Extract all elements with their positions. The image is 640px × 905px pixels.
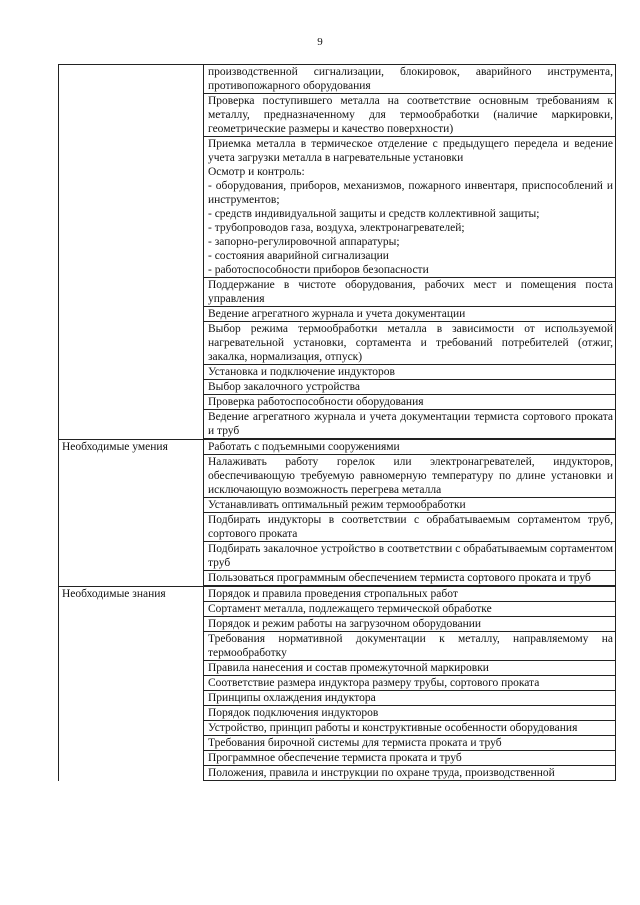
table-cell — [204, 617, 616, 632]
requirements-table — [58, 64, 616, 781]
cell-text: - состояния аварийной сигнализации — [208, 250, 389, 262]
table-cell — [204, 571, 616, 586]
cell-text: Сортамент металла, подлежащего термической обработке — [208, 603, 492, 615]
table-cell — [204, 137, 616, 278]
cell-text: - работоспособности приборов безопасности — [208, 264, 429, 276]
page-number: 9 — [317, 36, 323, 48]
table-cell — [204, 380, 616, 395]
table-cell — [204, 365, 616, 380]
cell-text: Принципы охлаждения индуктора — [208, 692, 376, 704]
cell-text: Поддержание в чистоте оборудования, рабочих мест и помещения поста управления — [208, 279, 613, 305]
table-cell — [204, 632, 616, 661]
cell-text: Требования бирочной системы для термиста проката и труб — [208, 737, 502, 749]
cell-text: Устройство, принцип работы и конструктивные особенности оборудования — [208, 722, 578, 734]
cell-text: Порядок и режим работы на загрузочном оборудовании — [208, 618, 482, 630]
section-items — [204, 587, 616, 781]
table-cell — [204, 455, 616, 498]
table-cell — [204, 602, 616, 617]
table-section — [58, 439, 616, 586]
table-cell — [204, 278, 616, 307]
cell-text: Положения, правила и инструкции по охране труда, производственной — [208, 767, 555, 779]
cell-text: Программное обеспечение термиста проката и труб — [208, 752, 462, 764]
cell-text: Соответствие размера индуктора размеру трубы, сортового проката — [208, 677, 540, 689]
cell-text: Ведение агрегатного журнала и учета документации термиста сортового проката и труб — [208, 411, 613, 437]
table-cell — [204, 751, 616, 766]
cell-text: Подбирать закалочное устройство в соответствии с обрабатываемым сортаментом труб — [208, 543, 613, 569]
cell-text: Установка и подключение индукторов — [208, 366, 395, 378]
cell-text: Пользоваться программным обеспечением термиста сортового проката и труб — [208, 572, 591, 584]
cell-text: Работать с подъемными сооружениями — [208, 441, 400, 453]
table-cell — [204, 440, 616, 455]
table-cell — [204, 661, 616, 676]
section-label: Необходимые умения — [58, 440, 204, 586]
cell-text: Налаживать работу горелок или электронагревателей, индукторов, обеспечивающую требуемую равномерную температуру по длине установки и исключающую возможность перегрева металла — [208, 456, 613, 496]
table-cell — [204, 587, 616, 602]
table-cell — [204, 542, 616, 571]
table-cell — [204, 691, 616, 706]
table-cell — [204, 676, 616, 691]
cell-text: Выбор режима термообработки металла в зависимости от используемой нагревательной установки, сортамента и требований потребителей (отжиг, закалка, нормализация, отпуск) — [208, 323, 613, 363]
cell-text: Приемка металла в термическое отделение с предыдущего передела и ведение учета загрузки металла в нагревательные установки — [208, 138, 613, 164]
cell-text: - оборудования, приборов, механизмов, пожарного инвентаря, приспособлений и инструментов; — [208, 180, 613, 206]
cell-text: Порядок подключения индукторов — [208, 707, 379, 719]
table-cell — [204, 307, 616, 322]
section-items — [204, 440, 616, 586]
table-cell — [204, 410, 616, 439]
table-cell — [204, 736, 616, 751]
table-cell — [204, 706, 616, 721]
table-cell — [204, 721, 616, 736]
cell-text: Проверка работоспособности оборудования — [208, 396, 424, 408]
cell-text: Устанавливать оптимальный режим термообработки — [208, 499, 466, 511]
table-section — [58, 64, 616, 439]
cell-text: Порядок и правила проведения стропальных работ — [208, 588, 458, 600]
section-label — [58, 64, 204, 439]
cell-text: - трубопроводов газа, воздуха, электронагревателей; — [208, 222, 465, 234]
cell-text: Проверка поступившего металла на соответствие основным требованиям к металлу, предназначенному для термообработки (наличие маркировки, геометрические размеры и качество поверхности) — [208, 95, 613, 135]
table-cell — [204, 94, 616, 137]
cell-text: Подбирать индукторы в соответствии с обрабатываемым сортаментом труб, сортового проката — [208, 514, 613, 540]
cell-text: Выбор закалочного устройства — [208, 381, 361, 393]
cell-text: - средств индивидуальной защиты и средств коллективной защиты; — [208, 208, 540, 220]
table-cell — [204, 322, 616, 365]
cell-text: Ведение агрегатного журнала и учета документации — [208, 308, 466, 320]
cell-text: - запорно-регулировочной аппаратуры; — [208, 236, 400, 248]
cell-text: производственной сигнализации, блокировок, аварийного инструмента, противопожарного оборудования — [208, 66, 613, 92]
section-items — [204, 64, 616, 439]
cell-text: Осмотр и контроль: — [208, 166, 305, 178]
table-cell — [204, 64, 616, 94]
cell-text: Требования нормативной документации к металлу, направляемому на термообработку — [208, 633, 613, 659]
table-cell — [204, 513, 616, 542]
section-label: Необходимые знания — [58, 587, 204, 781]
table-cell — [204, 766, 616, 781]
table-section — [58, 586, 616, 781]
cell-text: Правила нанесения и состав промежуточной маркировки — [208, 662, 489, 674]
table-cell — [204, 498, 616, 513]
table-cell — [204, 395, 616, 410]
